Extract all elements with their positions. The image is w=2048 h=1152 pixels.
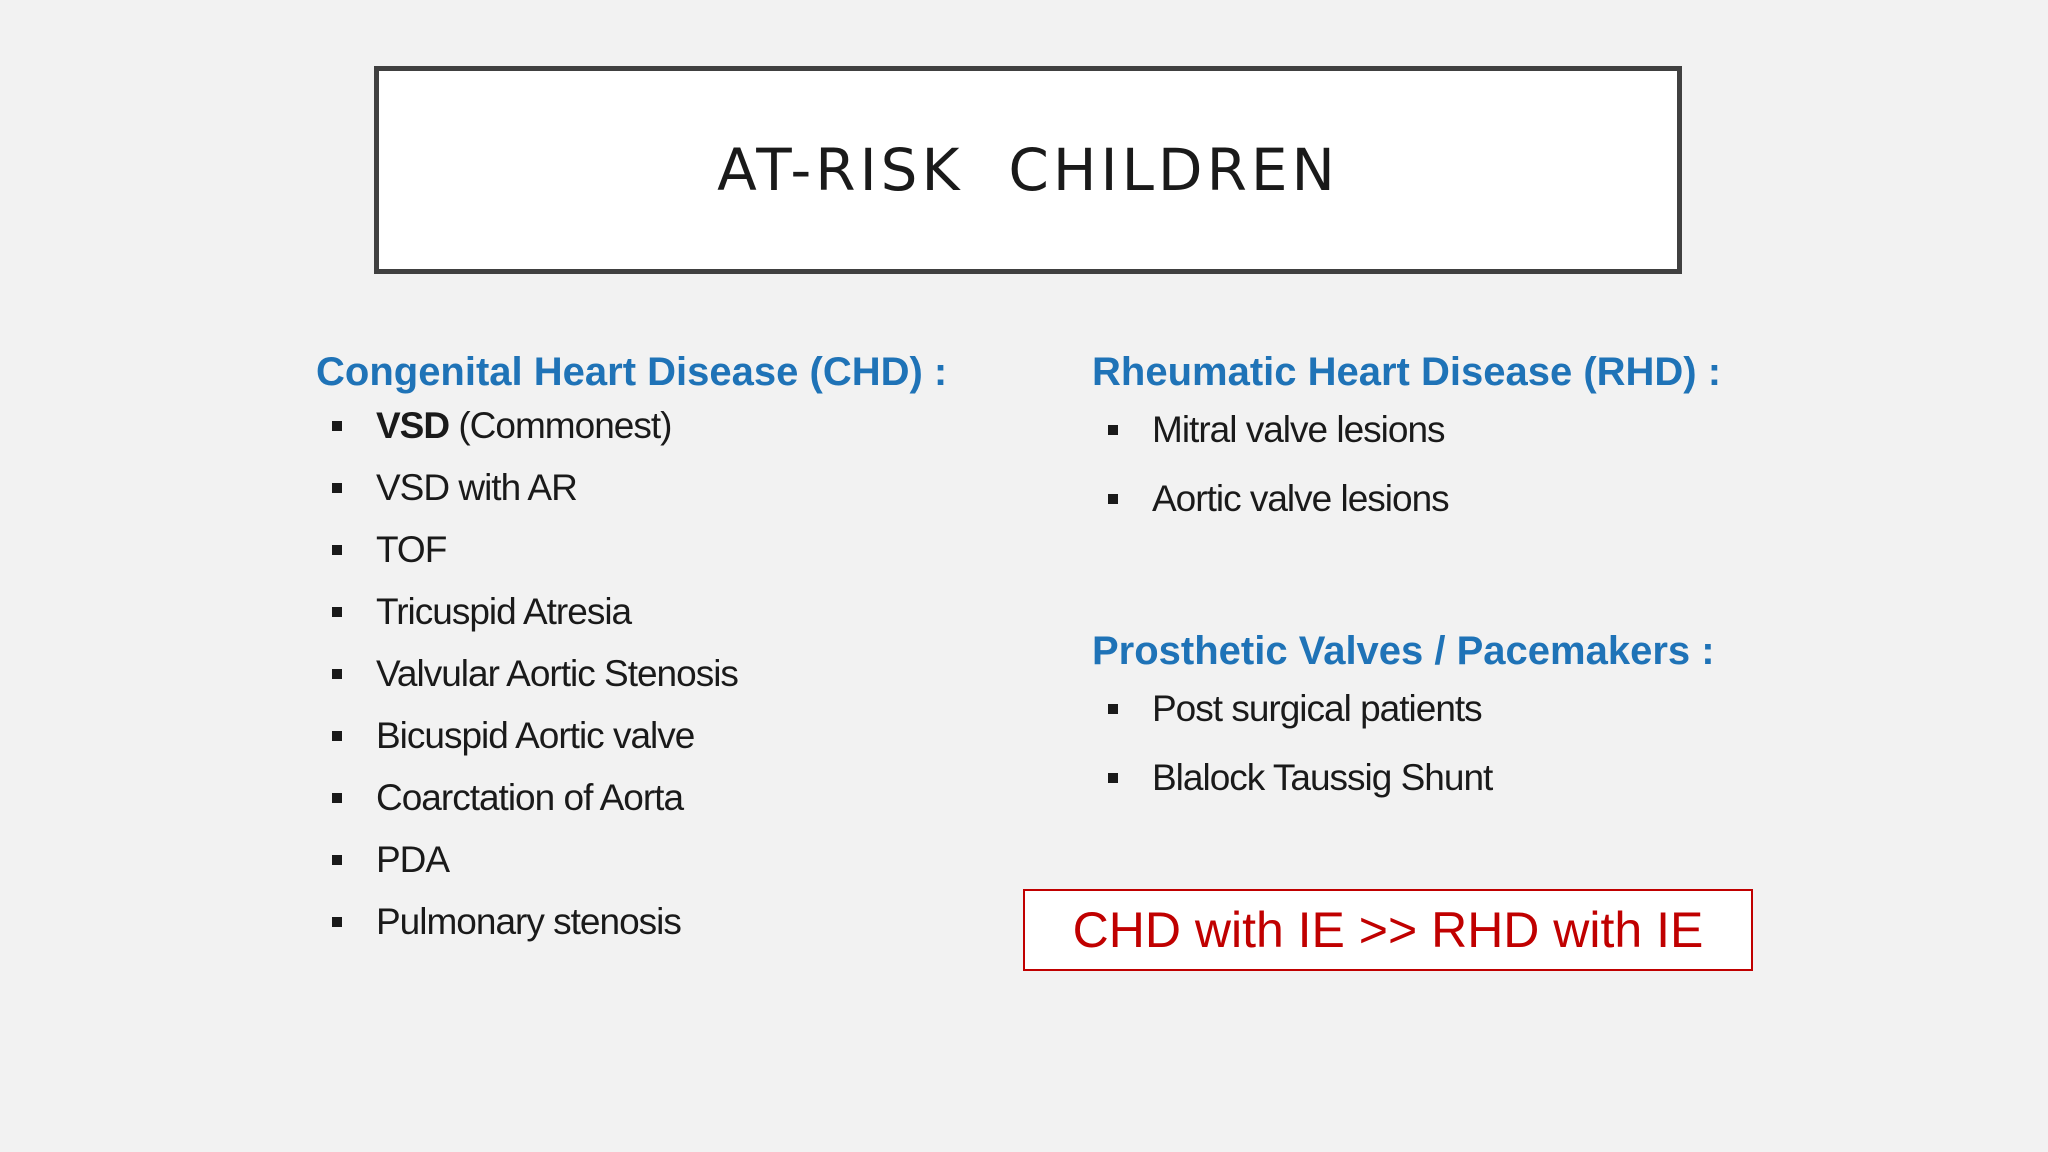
slide-title: AT-RISK CHILDREN [717, 136, 1339, 204]
chd-list [316, 395, 1036, 953]
bullet-square-icon [1108, 494, 1118, 504]
bullet-square-icon [332, 731, 342, 741]
list-item-text: Tricuspid Atresia [376, 591, 632, 632]
list-item [316, 457, 1036, 519]
bullet-square-icon [332, 669, 342, 679]
list-item [316, 643, 1036, 705]
bullet-square-icon [332, 917, 342, 927]
bullet-square-icon [332, 545, 342, 555]
bullet-square-icon [332, 855, 342, 865]
bullet-square-icon [332, 483, 342, 493]
list-item [1092, 464, 1812, 533]
list-item-text: Bicuspid Aortic valve [376, 715, 695, 756]
list-item [316, 767, 1036, 829]
list-item-text: Blalock Taussig Shunt [1152, 757, 1493, 798]
bullet-square-icon [332, 793, 342, 803]
title-box [374, 66, 1682, 274]
list-item-text: VSD with AR [376, 467, 577, 508]
list-item-bold: VSD [376, 405, 450, 446]
rhd-list [1092, 395, 1812, 533]
list-item [1092, 395, 1812, 464]
list-item-text: TOF [376, 529, 447, 570]
list-item [316, 519, 1036, 581]
list-item-text: Post surgical patients [1152, 688, 1482, 729]
rhd-column [1092, 350, 1812, 812]
list-item [316, 891, 1036, 953]
list-item [1092, 743, 1812, 812]
list-item-text: Coarctation of Aorta [376, 777, 684, 818]
list-item-text: Aortic valve lesions [1152, 478, 1449, 519]
callout-text: CHD with IE >> RHD with IE [1072, 902, 1704, 958]
list-item [1092, 674, 1812, 743]
bullet-square-icon [332, 421, 342, 431]
chd-heading: Congenital Heart Disease (CHD) : [316, 350, 948, 394]
list-item [316, 581, 1036, 643]
list-item [316, 395, 1036, 457]
prosthetic-heading: Prosthetic Valves / Pacemakers : [1092, 629, 1715, 673]
bullet-square-icon [1108, 704, 1118, 714]
list-item [316, 829, 1036, 891]
chd-column [316, 350, 1036, 953]
list-item-text: Mitral valve lesions [1152, 409, 1445, 450]
prosthetic-list [1092, 674, 1812, 812]
list-item-text: (Commonest) [449, 405, 672, 446]
list-item-text: Valvular Aortic Stenosis [376, 653, 738, 694]
bullet-square-icon [332, 607, 342, 617]
rhd-heading: Rheumatic Heart Disease (RHD) : [1092, 350, 1722, 394]
bullet-square-icon [1108, 773, 1118, 783]
list-item-text: PDA [376, 839, 450, 880]
list-item-text: Pulmonary stenosis [376, 901, 681, 942]
bullet-square-icon [1108, 425, 1118, 435]
list-item [316, 705, 1036, 767]
callout-box [1023, 889, 1753, 971]
